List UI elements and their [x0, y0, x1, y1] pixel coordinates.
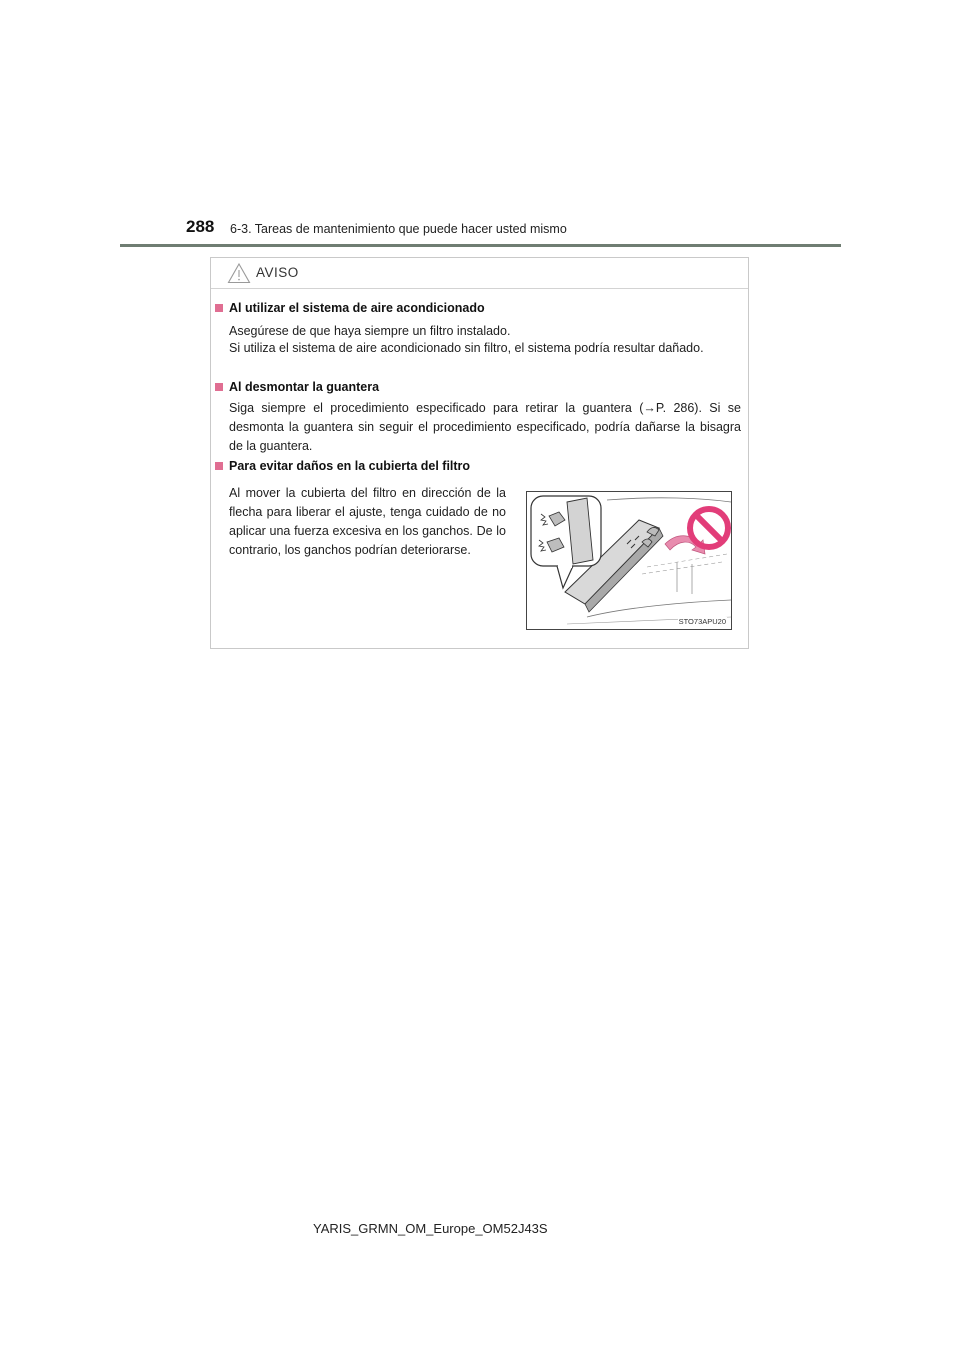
notice-paragraph: Al mover la cubierta del filtro en dirección de la flecha para liberar el ajuste, tenga cuidado de no aplicar una fuerza excesiva en los ganchos. De lo contrario, los ganchos podrían deteriorarse. [229, 486, 506, 557]
section-title: 6-3. Tareas de mantenimiento que puede hacer usted mismo [230, 222, 567, 236]
heading-bullet [215, 304, 223, 312]
header-rule [120, 244, 841, 247]
notice-heading-filter-cover [215, 459, 470, 473]
filter-cover-diagram [526, 491, 732, 630]
notice-heading-glove-box [215, 380, 379, 394]
notice-title: AVISO [256, 265, 299, 280]
heading-text: Al desmontar la guantera [229, 380, 380, 394]
notice-heading-air-conditioning [215, 301, 485, 315]
notice-box [210, 257, 749, 649]
diagram-code: STO73APU20 [678, 617, 726, 626]
notice-paragraph: Si utiliza el sistema de aire acondicionado sin filtro, el sistema podría resultar dañado. [229, 341, 704, 355]
heading-text: Al utilizar el sistema de aire acondicionado [229, 301, 485, 315]
heading-bullet [215, 383, 223, 391]
warning-icon [227, 262, 251, 284]
notice-paragraph: Siga siempre el procedimiento especificado para retirar la guantera (→P. 286). Si se desmonta la guantera sin seguir el procedimiento especificado, podría dañarse la bisagra de la guantera. [229, 401, 741, 453]
filter-cover-illustration [527, 492, 731, 629]
notice-paragraph: Asegúrese de que haya siempre un filtro instalado. [229, 324, 511, 338]
notice-header [211, 258, 748, 289]
page-number: 288 [186, 217, 215, 236]
heading-text: Para evitar daños en la cubierta del filtro [229, 459, 471, 473]
heading-bullet [215, 462, 223, 470]
footer-document-id: YARIS_GRMN_OM_Europe_OM52J43S [313, 1221, 548, 1236]
